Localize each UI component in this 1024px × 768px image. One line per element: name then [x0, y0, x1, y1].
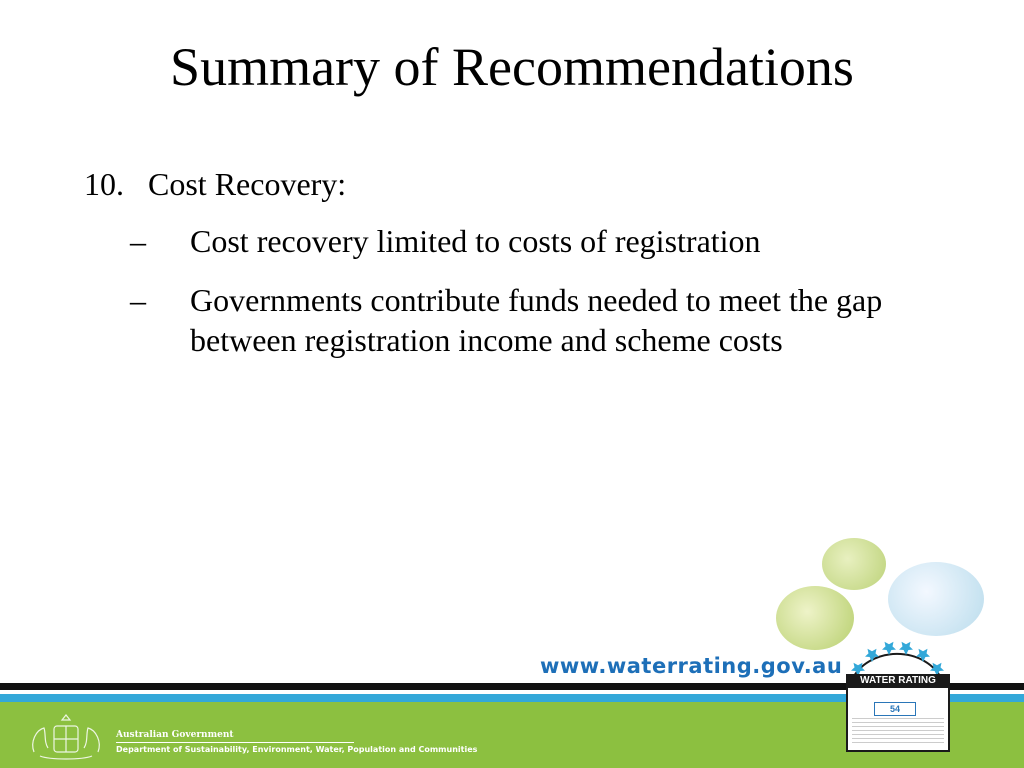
department-name: Department of Sustainability, Environment, Water, Population and Communities — [116, 745, 478, 754]
bullet-dash: – — [130, 282, 146, 318]
item-number: 10. — [84, 166, 124, 202]
water-rating-heading: WATER RATING — [846, 675, 950, 688]
item-label: Cost Recovery: — [148, 166, 347, 202]
water-rating-fine-print — [852, 718, 944, 744]
website-link[interactable]: www.waterrating.gov.au — [540, 654, 843, 678]
bullet-text: Governments contribute funds needed to meet the gap between registration income and scheme costs — [190, 282, 883, 358]
bullet-dash: – — [130, 223, 146, 259]
slide-title: Summary of Recommendations — [170, 37, 854, 97]
washing-machine-product-bubble — [888, 562, 984, 636]
tap-product-bubble — [822, 538, 886, 590]
water-rating-score: 54 — [874, 702, 916, 716]
australian-coat-of-arms-icon — [26, 712, 106, 762]
star-icon — [899, 642, 913, 655]
footer-divider — [116, 742, 354, 743]
bullet-text: Cost recovery limited to costs of registration — [190, 223, 761, 259]
government-name: Australian Government — [116, 730, 234, 740]
